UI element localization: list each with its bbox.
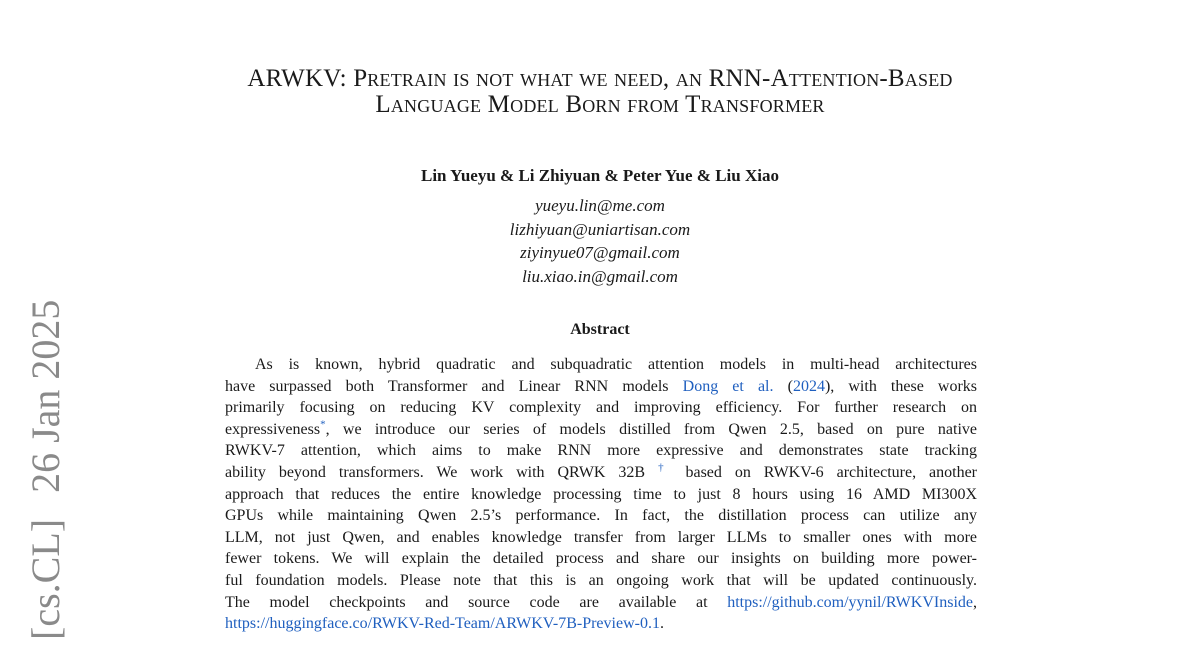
abstract-line: As is known, hybrid quadratic and subquadratic attention models in multi-head architectures <box>255 356 977 373</box>
abstract-line: ful foundation models. Please note that this is an ongoing work that will be updated continuously. <box>225 571 977 589</box>
abstract-text: , <box>973 593 977 611</box>
title-line-1: ARWKV: Pretrain is not what we need, an RNN-Attention-Based <box>247 65 953 92</box>
abstract-line: fewer tokens. We will explain the detailed process and share our insights on building more power- <box>225 550 977 568</box>
abstract-line: primarily focusing on reducing KV complexity and improving efficiency. For further research on <box>225 399 977 417</box>
citation-link[interactable]: Dong et al. <box>682 377 774 395</box>
abstract-text: ), with these works <box>824 377 977 395</box>
abstract-line: GPUs while maintaining Qwen 2.5’s performance. In fact, the distillation process can utilize any <box>225 507 977 525</box>
abstract-line: approach that reduces the entire knowledge processing time to just 8 hours using 16 AMD MI300X <box>225 485 977 503</box>
footnote-marker[interactable]: † <box>658 461 673 474</box>
abstract-line <box>225 419 977 441</box>
abstract-line <box>225 613 977 635</box>
github-link[interactable]: https://github.com/yynil/RWKVInside <box>727 593 973 611</box>
abstract-text: ( <box>773 377 793 395</box>
citation-year-link[interactable]: 2024 <box>792 377 825 395</box>
footnote-marker[interactable]: * <box>320 418 326 431</box>
abstract-line <box>225 376 977 398</box>
email-3: ziyinyue07@gmail.com <box>520 243 680 262</box>
abstract-text: expressiveness <box>225 420 321 438</box>
arxiv-date: 26 Jan 2025 <box>23 299 68 493</box>
email-1: yueyu.lin@me.com <box>535 196 665 215</box>
title-line-2: Language Model Born from Transformer <box>375 91 825 118</box>
arxiv-category: [cs.CL] <box>23 518 68 640</box>
arxiv-stamp <box>23 299 68 640</box>
abstract-body <box>225 354 977 635</box>
abstract-text: , we introduce our series of models distilled from Qwen 2.5, based on pure native <box>325 420 977 438</box>
email-2: lizhiyuan@uniartisan.com <box>509 219 691 239</box>
abstract-line: RWKV-7 attention, which aims to make RNN more expressive and demonstrates state tracking <box>225 442 977 460</box>
abstract-line <box>225 462 977 484</box>
email-4: liu.xiao.in@gmail.com <box>522 266 678 286</box>
abstract-text: . <box>659 615 664 633</box>
abstract-text: based on RWKV-6 architecture, another <box>672 463 978 481</box>
author-emails <box>0 194 1200 288</box>
abstract-text: have surpassed both Transformer and Linear RNN models <box>225 377 683 395</box>
paper-title <box>100 66 1100 118</box>
abstract-line: LLM, not just Qwen, and enables knowledge transfer from larger LLMs to smaller ones with more <box>225 528 977 546</box>
huggingface-link[interactable]: https://huggingface.co/RWKV-Red-Team/ARWKV-7B-Preview-0.1 <box>225 615 660 633</box>
abstract-text: ability beyond transformers. We work with QRWK 32B <box>225 463 659 481</box>
abstract-line <box>225 592 977 614</box>
abstract-heading: Abstract <box>570 321 630 338</box>
author-list: Lin Yueyu & Li Zhiyuan & Peter Yue & Liu Xiao <box>420 166 779 185</box>
abstract-text: The model checkpoints and source code are available at <box>225 593 728 611</box>
